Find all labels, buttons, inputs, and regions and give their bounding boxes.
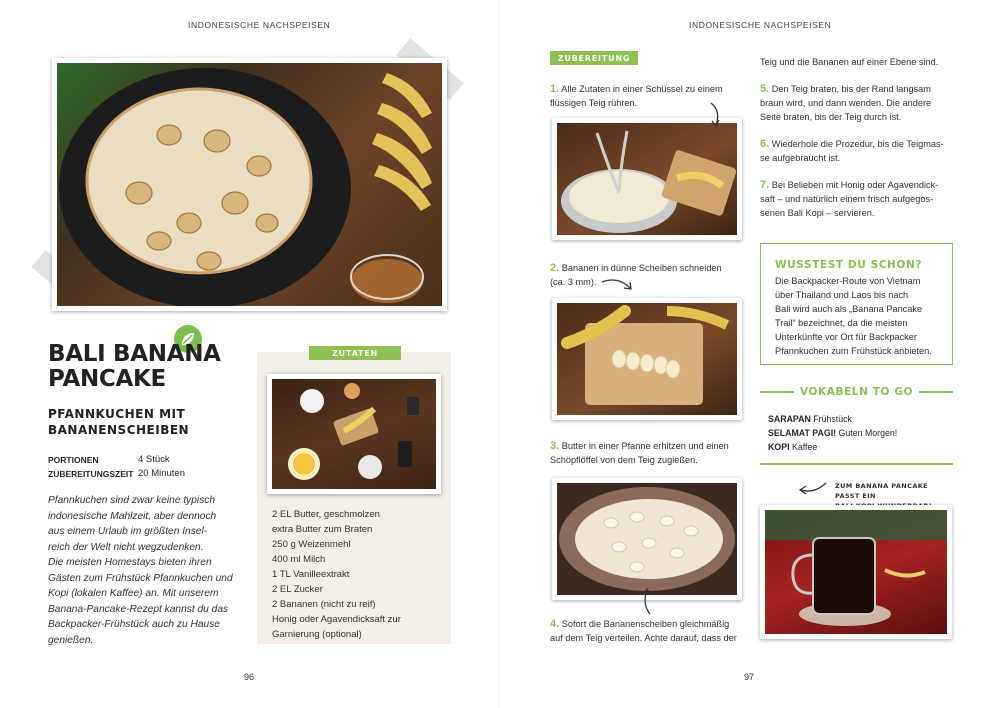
intro-line: indonesische Mahlzeit, aber dennoch — [48, 510, 217, 522]
ingredient-item: extra Butter zum Braten — [272, 524, 373, 535]
vocab-item — [768, 412, 897, 426]
recipe-meta — [48, 453, 185, 481]
meta-key: ZUBEREITUNGSZEIT — [48, 469, 134, 479]
curved-arrow-icon — [707, 101, 725, 129]
intro-line: Backpacker-Frühstück auch zu Hause — [48, 619, 220, 630]
intro-line: genießen. — [48, 634, 94, 646]
ingredient-item: 1 TL Vanilleextrakt — [272, 569, 350, 580]
step-number: 2. — [550, 262, 560, 274]
vocab-term: SARAPAN — [768, 414, 811, 424]
step-5 — [760, 82, 955, 124]
meta-row-time — [48, 467, 185, 481]
vocab-title: VOKABELN TO GO — [799, 386, 914, 398]
subtitle-line: BANANENSCHEIBEN — [48, 423, 190, 437]
tip-line: Trail“ bezeichnet, da die meisten — [775, 318, 908, 328]
step-7 — [760, 178, 955, 220]
ingredient-item: 2 EL Butter, geschmolzen — [272, 509, 380, 520]
vocab-header — [760, 386, 953, 398]
vocab-list — [768, 412, 897, 454]
vocab-item — [768, 440, 897, 454]
step-3-photo — [552, 478, 742, 600]
step-text: Butter in einer Pfanne erhitzen und einen — [561, 441, 729, 451]
vocab-meaning: Frühstück — [813, 414, 852, 424]
ingredients-box — [257, 348, 451, 644]
title-line: BALI BANANA — [48, 341, 221, 367]
ingredient-item: Honig oder Agavendicksaft zur — [272, 614, 401, 625]
step-number: 7. — [760, 179, 770, 191]
step-2 — [550, 261, 745, 289]
note-line: ZUM BANANA PANCAKE PASST EIN — [835, 482, 929, 500]
ingredients-photo — [267, 374, 441, 494]
ingredient-item: 2 Bananen (nicht zu reif) — [272, 599, 376, 610]
sliced-banana-illustration — [557, 303, 737, 415]
meta-row-portions — [48, 453, 185, 467]
coffee-glass-illustration — [765, 510, 947, 634]
meta-value: 4 Stück — [138, 454, 170, 465]
step-2-photo — [552, 298, 742, 420]
pan-with-batter-illustration — [557, 483, 737, 595]
tip-title: WUSSTEST DU SCHON? — [775, 259, 923, 271]
title-line: PANCAKE — [48, 366, 166, 392]
tip-text — [775, 274, 940, 358]
intro-line: reich der Welt nicht wegzudenken. — [48, 541, 204, 553]
step-3 — [550, 439, 745, 467]
intro-line: aus einem Urlaub im größten Insel- — [48, 526, 208, 537]
curved-arrow-icon — [600, 276, 634, 294]
step-text: Bei Belieben mit Honig oder Agavendick- — [771, 180, 939, 190]
step-text: Den Teig braten, bis der Rand langsam — [771, 84, 931, 94]
did-you-know-box — [760, 243, 953, 365]
step-4-continued: Teig und die Bananen auf einer Ebene sind. — [760, 57, 939, 67]
vocab-term: SELAMAT PAGI! — [768, 428, 837, 438]
step-text: braun wird, und dann wenden. Die andere — [760, 98, 932, 108]
subtitle-line: PFANNKUCHEN MIT — [48, 407, 186, 421]
vocab-item — [768, 426, 897, 440]
vocab-meaning: Kaffee — [791, 442, 818, 452]
step-text: (ca. 3 mm). — [550, 277, 597, 287]
page-number: 97 — [744, 672, 755, 682]
step-number: 1. — [550, 83, 560, 95]
pancake-illustration — [57, 63, 442, 306]
intro-line: Die meisten Homestays bieten ihren — [48, 557, 212, 568]
running-head: INDONESISCHE NACHSPEISEN — [689, 20, 832, 30]
running-head: INDONESISCHE NACHSPEISEN — [188, 20, 331, 30]
preparation-label: ZUBEREITUNG — [550, 51, 638, 65]
ingredient-item: 2 EL Zucker — [272, 584, 323, 595]
meta-key: PORTIONEN — [48, 455, 99, 465]
step-4 — [550, 617, 750, 645]
step-number: 5. — [760, 83, 770, 95]
tip-line: Die Backpacker-Route von Vietnam — [775, 276, 921, 286]
curved-arrow-icon — [798, 480, 828, 496]
ingredients-list — [272, 507, 442, 642]
step-text: se aufgebraucht ist. — [760, 153, 841, 163]
step-6 — [760, 137, 955, 165]
ingredient-item: 250 g Weizenmehl — [272, 539, 351, 550]
ingredient-item: Garnierung (optional) — [272, 629, 362, 640]
step-text: saft – und natürlich einem frisch aufgegos- — [760, 194, 934, 204]
intro-line: Pfannkuchen sind zwar keine typisch — [48, 495, 216, 506]
ingredients-label: ZUTATEN — [309, 346, 401, 360]
vocab-rule-left — [760, 391, 794, 393]
ingredients-illustration — [272, 379, 436, 489]
hero-photo — [52, 58, 447, 311]
step-text: Bananen in dünne Scheiben schneiden — [561, 263, 722, 273]
step-number: 4. — [550, 618, 560, 630]
intro-text — [48, 493, 248, 648]
step-text: senen Bali Kopi – servieren. — [760, 208, 875, 218]
page-number: 96 — [244, 672, 255, 682]
step-1-photo — [552, 118, 742, 240]
tip-line: Bali wird auch als „Banana Pancake — [775, 304, 923, 314]
recipe-title — [48, 342, 221, 392]
step-text: Schöpflöffel von dem Teig zugießen. — [550, 455, 698, 465]
intro-line: Gästen zum Frühstück Pfannkuchen und — [48, 572, 233, 584]
step-text: Seite braten, bis der Teig durch ist. — [760, 112, 902, 122]
recipe-subtitle — [48, 406, 189, 438]
step-text: Wiederhole die Prozedur, bis die Teigmas- — [771, 139, 944, 149]
tip-line: über Thailand und Laos bis nach — [775, 290, 909, 300]
vocab-meaning: Guten Morgen! — [838, 428, 898, 438]
tip-line: Pfannkuchen zum Frühstück anbieten. — [775, 346, 932, 356]
step-number: 3. — [550, 440, 560, 452]
step-number: 6. — [760, 138, 770, 150]
intro-line: Banana-Pancake-Rezept kannst du das — [48, 603, 229, 615]
curved-arrow-icon — [640, 588, 656, 616]
intro-line: Kopi (lokalen Kaffee) an. Mit unserem — [48, 588, 219, 599]
vocab-rule-right — [919, 391, 953, 393]
ingredient-item: 400 ml Milch — [272, 554, 326, 565]
step-text: Alle Zutaten in einer Schüssel zu einem — [561, 84, 723, 94]
step-text: flüssigen Teig rühren. — [550, 98, 638, 108]
meta-value: 20 Minuten — [138, 468, 186, 479]
batter-bowl-illustration — [557, 123, 737, 235]
step-text: auf dem Teig verteilen. Achte darauf, dass der — [550, 633, 737, 643]
coffee-photo — [760, 505, 952, 639]
vocab-term: KOPI — [768, 442, 790, 452]
tip-line: Unterkünfte vor Ort für Backpacker — [775, 332, 917, 342]
vocab-bottom-rule — [760, 463, 953, 465]
step-text: Sofort die Bananenscheiben gleichmäßig — [561, 619, 730, 629]
